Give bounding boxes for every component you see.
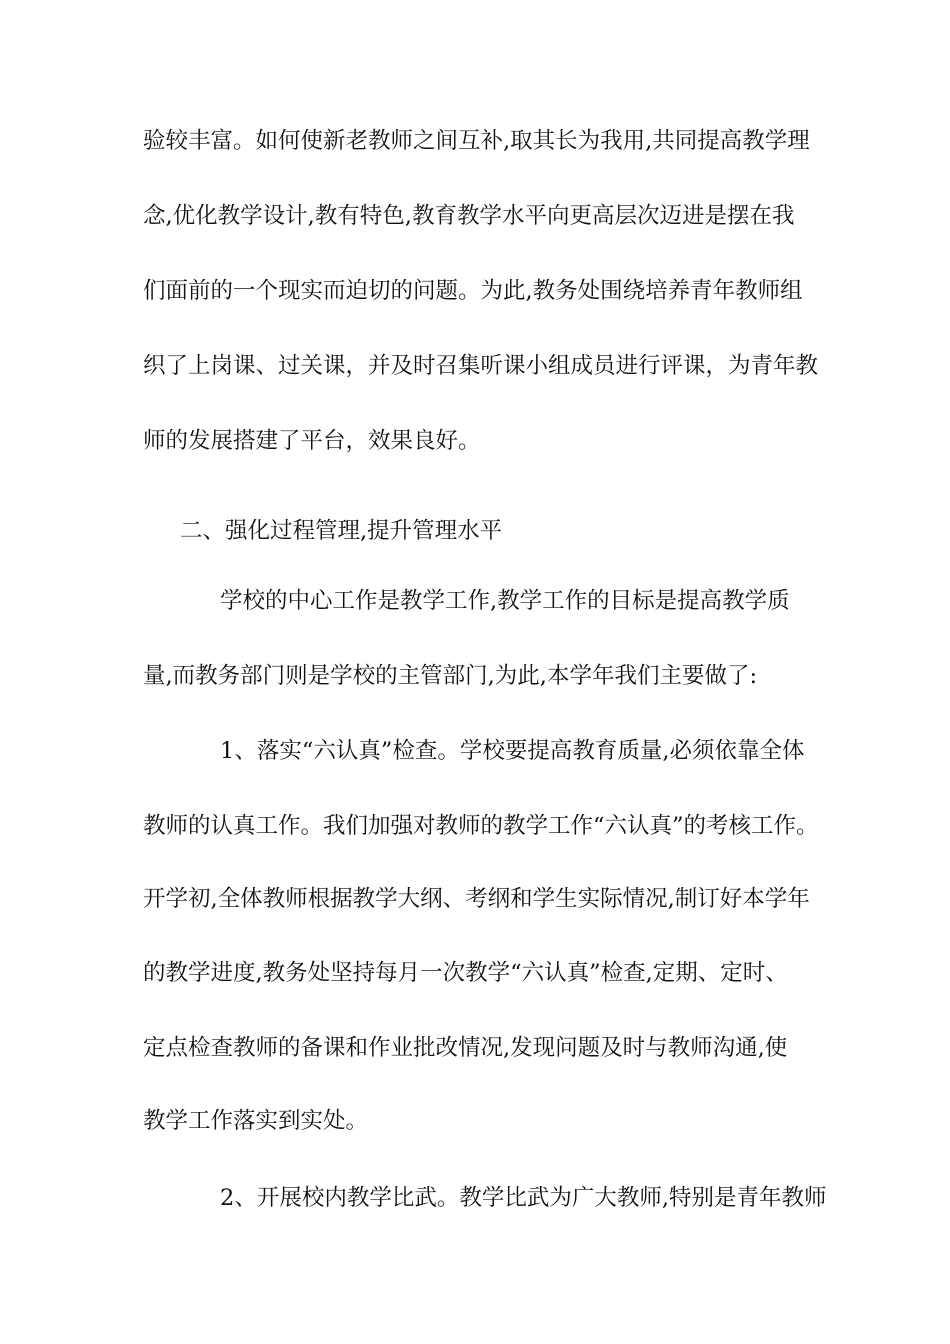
section-intro-line-1: 学校的中心工作是教学工作,教学工作的目标是提高教学质 bbox=[220, 588, 790, 614]
section-intro-line-2: 量,而教务部门则是学校的主管部门,为此,本学年我们主要做了: bbox=[143, 663, 758, 689]
item-1-line-2: 教师的认真工作。我们加强对教师的教学工作“六认真”的考核工作。 bbox=[143, 813, 819, 839]
item-1-line-4: 的教学进度,教务处坚持每月一次教学“六认真”检查,定期、定时、 bbox=[143, 960, 788, 986]
section-heading: 二、强化过程管理,提升管理水平 bbox=[180, 518, 503, 544]
item-1-line-3: 开学初,全体教师根据教学大纲、考纲和学生实际情况,制订好本学年 bbox=[143, 886, 810, 912]
paragraph-line-5: 师的发展搭建了平台，效果良好。 bbox=[143, 428, 481, 454]
item-1-line-6: 教学工作落实到实处。 bbox=[143, 1108, 369, 1134]
paragraph-line-4: 织了上岗课、过关课，并及时召集听课小组成员进行评课，为青年教 bbox=[143, 353, 819, 379]
paragraph-line-3: 们面前的一个现实而迫切的问题。为此,教务处围绕培养青年教师组 bbox=[143, 278, 803, 304]
item-2-line-1: 2、开展校内教学比武。教学比武为广大教师,特别是青年教师 bbox=[220, 1185, 827, 1211]
item-1-line-1: 1、落实“六认真”检查。学校要提高教育质量,必须依靠全体 bbox=[220, 738, 805, 764]
item-1-line-5: 定点检查教师的备课和作业批改情况,发现问题及时与教师沟通,使 bbox=[143, 1035, 788, 1061]
paragraph-line-2: 念,优化教学设计,教有特色,教育教学水平向更高层次迈进是摆在我 bbox=[143, 203, 795, 229]
paragraph-line-1: 验较丰富。如何使新老教师之间互补,取其长为我用,共同提高教学理 bbox=[143, 128, 810, 154]
